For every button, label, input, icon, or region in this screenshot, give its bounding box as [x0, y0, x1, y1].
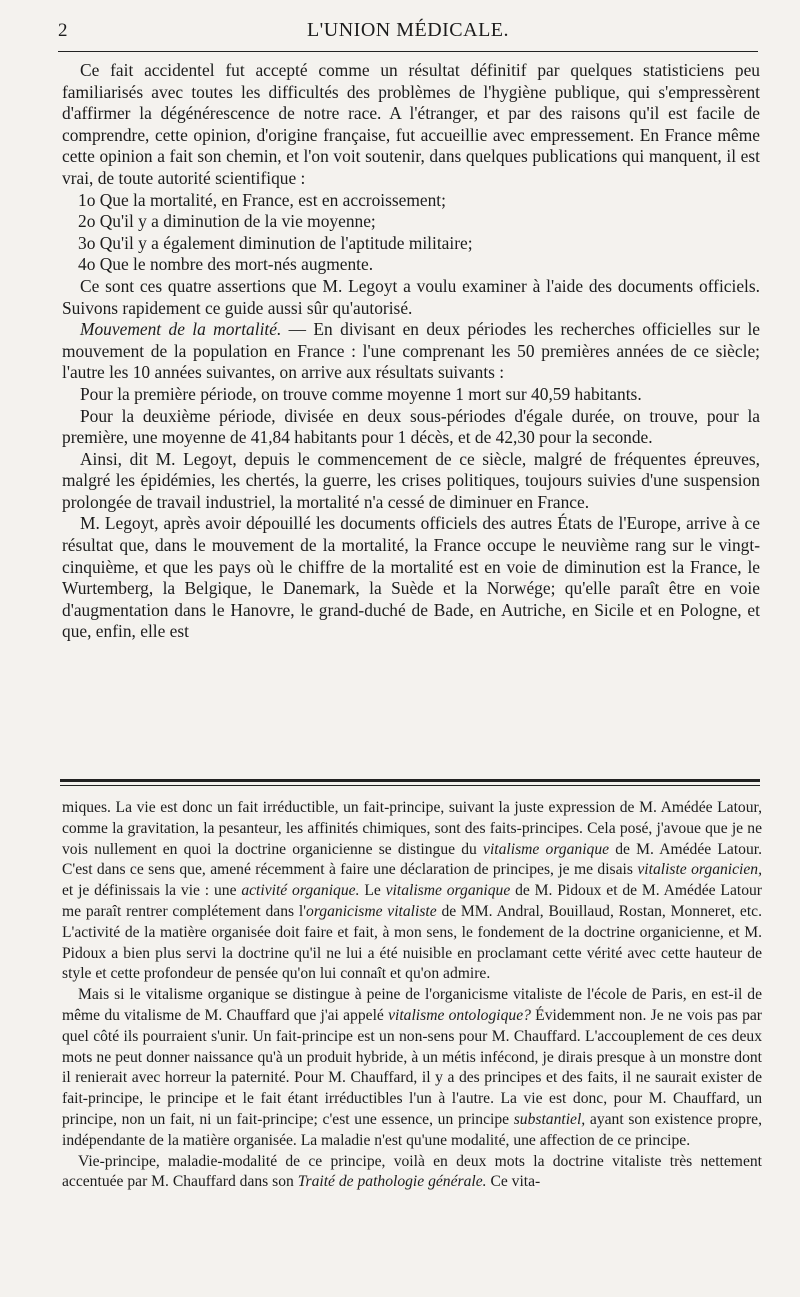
list-item: 1o Que la mortalité, en France, est en accroissement;: [78, 189, 446, 210]
text-run: ayant son existence propre, indépendante de la matière organisée. La maladie n'est qu'une modalité, une affection de ce principe.: [62, 1110, 762, 1149]
paragraph: Pour la première période, on trouve comme moyenne 1 mort sur 40,59 habitants.: [80, 383, 642, 404]
paragraph: Ce sont ces quatre assertions que M. Legoyt a voulu examiner à l'aide des documents officiels. Suivons rapidement ce guide aussi sûr qu'autorisé.: [62, 275, 760, 318]
paragraph: M. Legoyt, après avoir dépouillé les documents officiels des autres États de l'Europe, arrive à ce résultat que, dans le mouvement de la mortalité, la France occupe le neuvième rang sur le vingt-cinquième, et que les pays où le chiffre de la mortalité est en voie de diminution est la France, le Wurtemberg, la Belgique, le Danemark, la Suède et la Norwége; qu'elle paraît être en voie d'augmentation dans le Hanovre, le grand-duché de Bade, en Autriche, en Sicile et en Pologne, et que, enfin, elle est: [62, 513, 760, 642]
paragraph: Ce fait accidentel fut accepté comme un résultat définitif par quelques statisticiens peu familiarisés avec toutes les difficultés des problèmes de l'hygiène publique, qui s'empressèrent d'affirmer la dégénérescence de notre race. A l'étranger, et par des raisons qu'il est facile de comprendre, cette opinion, d'origine française, fut accueillie avec empressement. En France même cette opinion a fait son chemin, et l'on voit soutenir, dans quelques publications qui manquent, il est vrai, de toute autorité scientifique :: [62, 60, 760, 188]
text-run: miques. La vie est donc un fait irréductible, un fait-principe, suivant la juste expression de M. Amédée Latour, comme la gravitation, la pesanteur, les affinités chimiques, sont des faits-principes. Cela posé, j'avoue que je ne vois nullement en quoi la doctrine organicienne se distingue du: [62, 799, 762, 858]
italic-run: vitaliste organicien,: [637, 861, 763, 879]
paragraph: [62, 985, 762, 1151]
italic-run: substantiel,: [513, 1110, 586, 1128]
list-item: 4o Que le nombre des mort-nés augmente.: [78, 254, 374, 275]
paragraph: [62, 798, 762, 985]
italic-run: vitalisme ontologique?: [388, 1006, 531, 1024]
text-run: Ce vita-: [486, 1173, 541, 1191]
section-heading-italic: Mouvement de la mortalité.: [80, 319, 282, 340]
section-separator-thin: [60, 785, 760, 786]
italic-run: vitalisme organique: [385, 882, 511, 900]
feuilleton-text: [62, 798, 762, 1193]
text-run: de MM. Andral, Bouillaud, Rostan, Monneret, etc. L'activité de la matière organisée doit faire et fait, à mon sens, le fondement de la doctrine organicienne, et M. Pidoux a bien plus servi la doctrine qu'il ne lui a été nuisible en proclamant cette vérité avec cette hauteur de style et cette profondeur de pensée qu'on lui connaît et qu'on admire.: [62, 902, 762, 983]
italic-run: activité organique.: [241, 882, 360, 900]
text-run: Évidemment non. Je ne vois pas par quel côté ils pourraient s'unir. Un fait-principe est un non-sens pour M. Chauffard. L'accouplement de ces deux mots ne peut donner naissance qu'à un produit hybride, à un métis infécond, je dirais presque à un monstre dont il renierait avec horreur la paternité. Pour M. Chauffard, il y a des principes et des faits, il ne saurait exister de fait-principe, le principe et le fait étant irréductibles l'un à l'autre. La vie est donc, pour M. Chauffard, un principe, non un fait, ni un fait-principe; c'est une essence, un principe: [62, 1006, 762, 1128]
page-header: [58, 16, 758, 46]
text-run: de M. Amédée Latour. C'est dans ce sens que, amené récemment à faire une déclaration de principes, je me disais: [62, 840, 762, 879]
list-item: 3o Qu'il y a également diminution de l'aptitude militaire;: [78, 232, 473, 253]
section-separator-thick: [60, 779, 760, 782]
italic-run: organicisme vitaliste: [306, 902, 437, 920]
text-run: et je définissais la vie : une: [62, 882, 242, 900]
paragraph: Pour la deuxième période, divisée en deux sous-périodes d'égale durée, on trouve, pour la première, une moyenne de 41,84 habitants pour 1 décès, et de 42,30 pour la seconde.: [62, 405, 760, 448]
running-head: L'UNION MÉDICALE.: [306, 19, 510, 41]
text-run: de M. Pidoux et de M. Amédée Latour me paraît rentrer complétement dans l': [62, 882, 762, 920]
paragraph-mortality: [62, 319, 760, 384]
text-run: Le: [359, 882, 386, 900]
main-article-text: [62, 60, 760, 643]
text-run: Mais si le vitalisme organique se distingue à peine de l'organicisme vitaliste de l'école de Paris, en est-il de même du vitalisme de M. Chauffard que j'ai appelé: [62, 986, 762, 1024]
italic-run: vitalisme organique: [483, 840, 610, 858]
italic-run: Traité de pathologie générale.: [297, 1173, 487, 1191]
text-run: Vie-principe, maladie-modalité de ce principe, voilà en deux mots la doctrine vitaliste très nettement accentuée par M. Chauffard dans son: [62, 1152, 762, 1191]
page-number: 2: [58, 20, 68, 41]
paragraph: Ainsi, dit M. Legoyt, depuis le commencement de ce siècle, malgré de fréquentes épreuves, malgré les épidémies, les chertés, la guerre, les crises politiques, toujours suivies d'une suspension prolongée de travail industriel, la mortalité n'a cessé de diminuer en France.: [62, 448, 760, 512]
list-item: 2o Qu'il y a diminution de la vie moyenne;: [78, 211, 376, 232]
paragraph: [62, 1152, 762, 1194]
paragraph-text: — En divisant en deux périodes les recherches officielles sur le mouvement de la population en France : l'une comprenant les 50 premières années de ce siècle; l'autre les 10 années suivantes, on arrive aux résultats suivants :: [62, 319, 760, 383]
header-rule: [58, 51, 758, 52]
